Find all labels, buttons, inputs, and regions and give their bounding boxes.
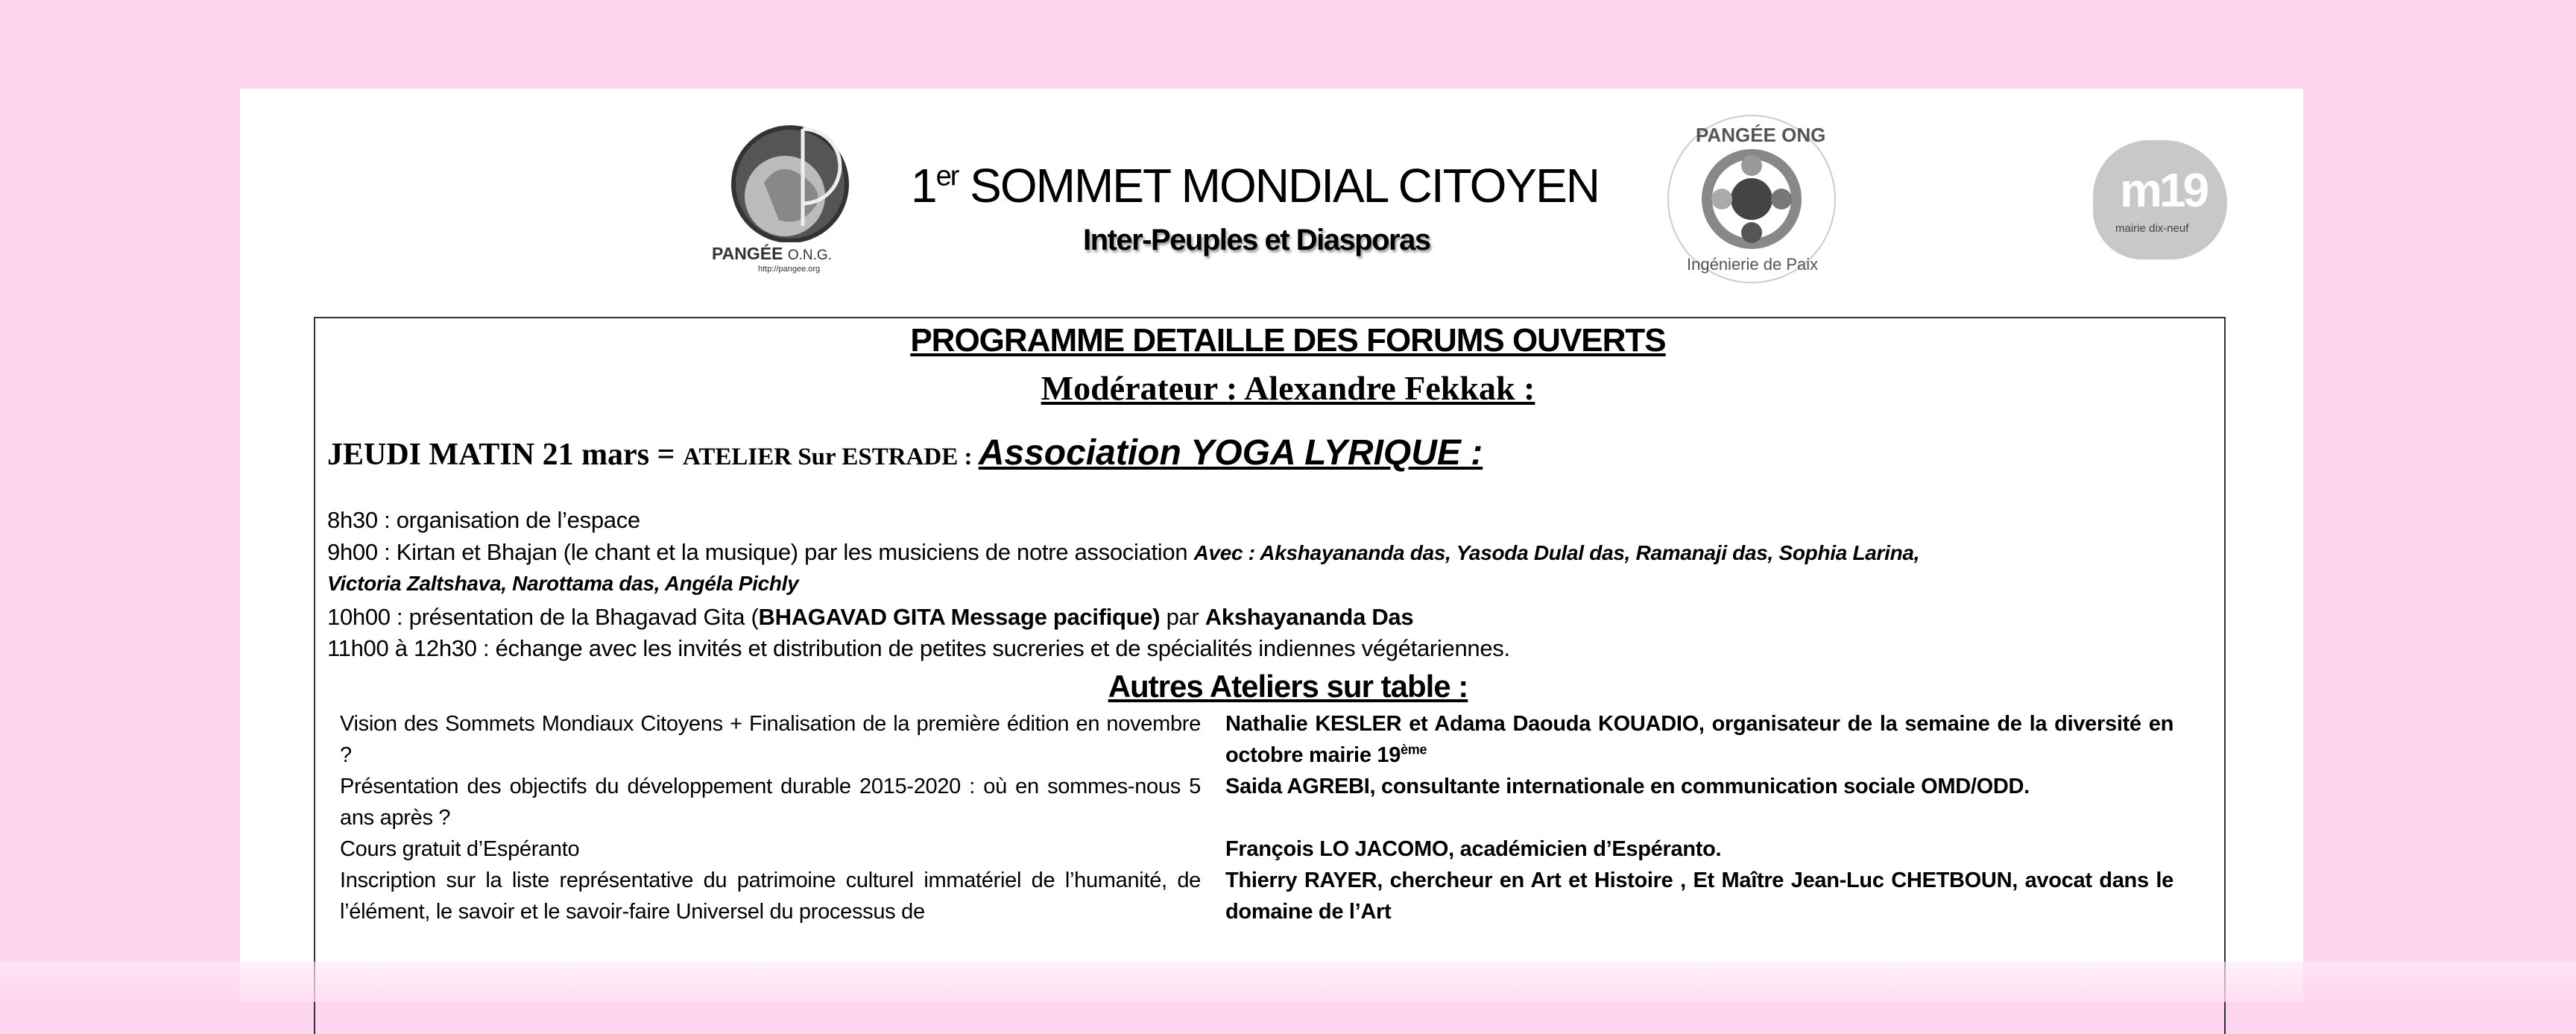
speaker-sup: ème — [1401, 742, 1427, 757]
pangee-logo-url: http://pangee.org — [758, 265, 821, 274]
pangee-ong-bottom-text: Ingénierie de Paix — [1687, 255, 1819, 274]
musicians-list-cont: Victoria Zaltshava, Narottama das, Angéla Pichly — [327, 572, 799, 595]
schedule-item — [327, 635, 1510, 662]
day-label: JEUDI MATIN 21 mars = — [327, 438, 683, 472]
table-speaker — [1225, 708, 2174, 771]
event-title — [911, 158, 1599, 213]
table-speaker: Thierry RAYER, chercheur en Art et Histoire , Et Maître Jean-Luc CHETBOUN, avocat dans le domaine de l’Art — [1225, 869, 2174, 924]
pangee-logo — [712, 116, 868, 280]
tables-heading: Autres Ateliers sur table : — [1108, 669, 1468, 704]
mairie-text: mairie dix-neuf — [2115, 222, 2189, 235]
pangee-ong-top-text: PANGÉE ONG — [1696, 124, 1826, 146]
table-topic: Cours gratuit d’Espéranto — [340, 837, 580, 861]
pangee-logo-text: PANGÉE — [712, 244, 783, 263]
schedule-text: 10h00 : présentation de la Bhagavad Gita ( — [327, 604, 759, 630]
schedule-text: 8h30 : organisation de l’espace — [327, 507, 640, 533]
table-topic: Présentation des objectifs du développement durable 2015-2020 : où en sommes-nous 5 ans après ? — [340, 775, 1201, 830]
moderator: Modérateur : Alexandre Fekkak : — [1041, 369, 1535, 407]
title-text: SOMMET MONDIAL CITOYEN — [970, 159, 1599, 212]
schedule-bold: BHAGAVAD GITA Message pacifique) — [758, 604, 1161, 630]
title-number: 1 — [911, 159, 936, 212]
speaker-text: Nathalie KESLER et Adama Daouda KOUADIO, organisateur de la semaine de la diversité en octobre mairie 19 — [1225, 712, 2174, 767]
tables-list — [340, 708, 2174, 927]
table-speaker: Saida AGREBI, consultante internationale en communication sociale OMD/ODD. — [1225, 775, 2030, 798]
mairie-19-logo — [2093, 140, 2227, 259]
table-row — [340, 865, 2174, 927]
globe-icon — [712, 116, 868, 242]
schedule-text: 9h00 : Kirtan et Bhajan (le chant et la musique) par les musiciens de notre association — [327, 539, 1194, 565]
schedule-bold: Akshayananda Das — [1205, 604, 1414, 630]
table-topic: Vision des Sommets Mondiaux Citoyens + Finalisation de la première édition en novembre ? — [340, 712, 1201, 767]
pangee-ong-logo — [1666, 113, 1837, 285]
table-row — [340, 833, 2174, 865]
pangee-logo-suffix: O.N.G. — [787, 248, 832, 263]
association-name: Association YOGA LYRIQUE : — [978, 433, 1483, 473]
schedule-text: 11h00 à 12h30 : échange avec les invités et distribution de petites sucreries et de spécialités indiennes végétariennes. — [327, 635, 1510, 661]
table-row — [340, 708, 2174, 771]
schedule-item — [327, 539, 1919, 566]
event-subtitle: Inter-Peuples et Diasporas — [1083, 224, 1430, 256]
schedule-text: par — [1160, 604, 1205, 630]
table-topic: Inscription sur la liste représentative du patrimoine culturel immatériel de l’humanité, de l’élément, le savoir et le savoir-faire Universel du processus de — [340, 869, 1201, 924]
title-sup: er — [935, 160, 959, 192]
table-row — [340, 771, 2174, 833]
table-speaker: François LO JACOMO, académicien d’Espéranto. — [1225, 837, 1722, 861]
musicians-list: Avec : Akshayananda das, Yasoda Dulal das, Ramanaji das, Sophia Larina, — [1193, 541, 1920, 564]
day-line — [327, 432, 1483, 473]
schedule-item — [327, 507, 640, 534]
atelier-label: ATELIER Sur ESTRADE : — [682, 444, 979, 470]
mairie-mark: m19 — [2120, 163, 2207, 217]
programme-heading: PROGRAMME DETAILLE DES FORUMS OUVERTS — [910, 322, 1666, 359]
schedule-item — [327, 604, 1413, 631]
